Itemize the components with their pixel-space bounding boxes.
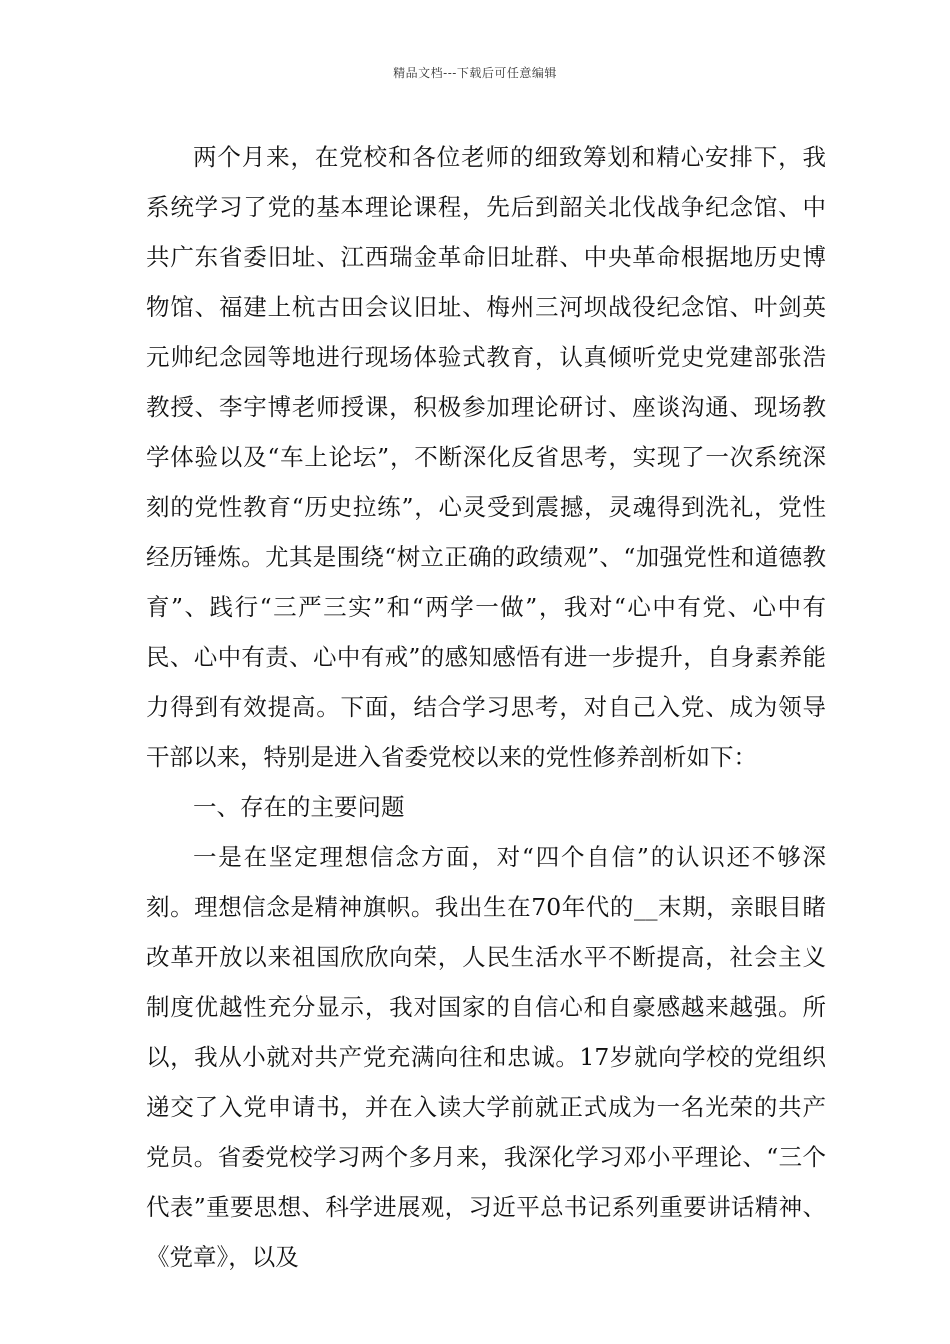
- page-header: 精品文档---下载后可任意编辑: [393, 66, 557, 80]
- section-heading: 一、存在的主要问题: [193, 793, 405, 821]
- document-body: [146, 132, 826, 1282]
- paragraph-problem-one: 一是在坚定理想信念方面，对“四个自信”的认识还不够深刻。理想信念是精神旗帜。我出生在70年代的__末期，亲眼目睹改革开放以来祖国欣欣向荣，人民生活水平不断提高，社会主义制度优越性充分显示，我对国家的自信心和自豪感越来越强。所以，我从小就对共产党充满向往和忠诚。17岁就向学校的党组织递交了入党申请书，并在入读大学前就正式成为一名光荣的共产党员。省委党校学习两个多月来，我深化学习邓小平理论、“三个代表”重要思想、科学进展观，习近平总书记系列重要讲话精神、《党章》，以及: [146, 843, 826, 1271]
- paragraph-intro: 两个月来，在党校和各位老师的细致筹划和精心安排下，我系统学习了党的基本理论课程，先后到韶关北伐战争纪念馆、中共广东省委旧址、江西瑞金革命旧址群、中央革命根据地历史博物馆、福建上杭古田会议旧址、梅州三河坝战役纪念馆、叶剑英元帅纪念园等地进行现场体验式教育，认真倾听党史党建部张浩教授、李宇博老师授课，积极参加理论研讨、座谈沟通、现场教学体验以及“车上论坛”，不断深化反省思考，实现了一次系统深刻的党性教育“历史拉练”，心灵受到震撼，灵魂得到洗礼，党性经历锤炼。尤其是围绕“树立正确的政绩观”、“加强党性和道德教育”、践行“三严三实”和“两学一做”，我对“心中有党、心中有民、心中有责、心中有戒”的感知感悟有进一步提升，自身素养能力得到有效提高。下面，结合学习思考，对自己入党、成为领导干部以来，特别是进入省委党校以来的党性修养剖析如下：: [146, 143, 826, 771]
